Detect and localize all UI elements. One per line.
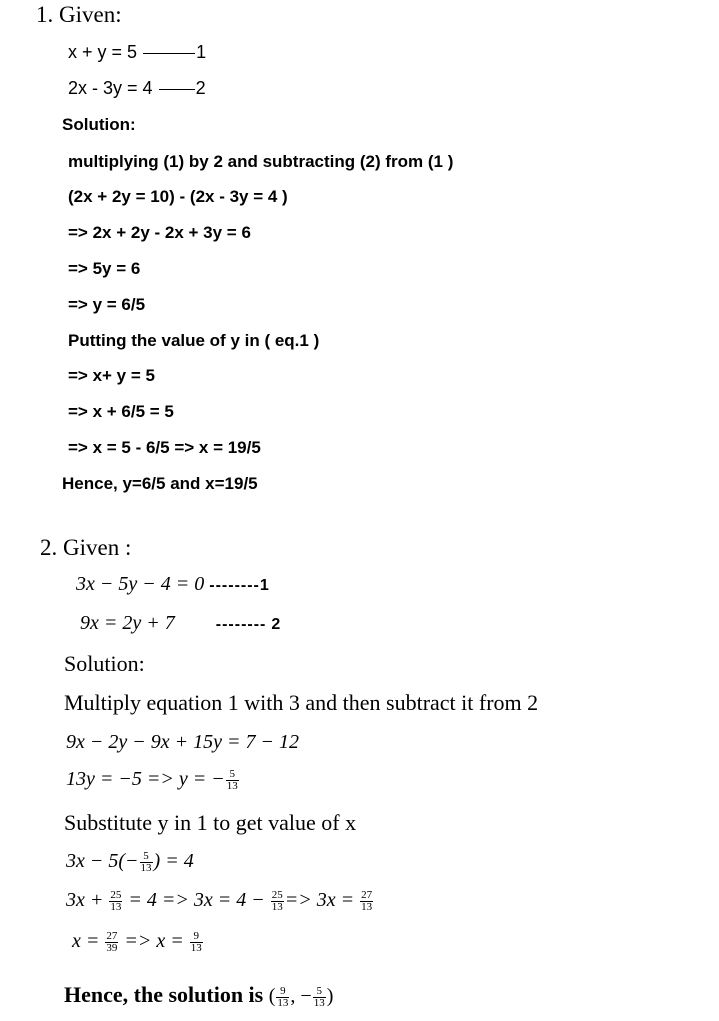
q1-step-5: => y = 6/5 xyxy=(68,295,146,314)
q1-step-2: (2x + 2y = 10) - (2x - 3y = 4 ) xyxy=(68,187,288,206)
q2-step-6-a: 3x + xyxy=(66,889,104,911)
fraction-denominator: 13 xyxy=(226,779,238,792)
q1-eq1-text: x + y = 5 xyxy=(68,42,138,62)
q1-step-9: => x = 5 - 6/5 => x = 19/5 xyxy=(68,438,261,457)
q1-eq1 xyxy=(68,42,206,63)
fraction-denominator: 13 xyxy=(110,900,122,913)
q2-eq1 xyxy=(76,573,270,596)
q2-step-7 xyxy=(72,930,204,954)
q2-eq2-text: 9x = 2y + 7 xyxy=(80,612,175,634)
fraction xyxy=(105,931,118,954)
fraction-numerator: 5 xyxy=(229,767,235,780)
q1-step-8: => x + 6/5 = 5 xyxy=(68,402,174,421)
fraction xyxy=(190,931,203,954)
fraction-numerator: 25 xyxy=(271,888,283,901)
fraction-denominator: 13 xyxy=(140,861,152,874)
q2-eq1-text: 3x − 5y − 4 = 0 xyxy=(76,573,205,595)
q1-solution-label: Solution: xyxy=(62,115,136,134)
fraction-denominator: 13 xyxy=(271,900,283,913)
q2-step-6-c: => 3x = xyxy=(284,889,355,911)
q2-eq1-leader: -------- xyxy=(209,577,260,594)
q2-step-7-a: x = xyxy=(72,930,100,952)
q1-step-7: => x+ y = 5 xyxy=(68,366,155,385)
q1-eq2-leader xyxy=(159,89,195,90)
q2-solution-label: Solution: xyxy=(64,651,145,676)
fraction-denominator: 13 xyxy=(277,996,289,1009)
fraction-numerator: 9 xyxy=(193,929,199,942)
q1-heading: 1. Given: xyxy=(36,2,122,27)
fraction xyxy=(140,851,153,874)
q1-eq1-leader xyxy=(143,53,195,54)
fraction-numerator: 27 xyxy=(361,888,373,901)
q2-step-2 xyxy=(66,731,299,754)
q2-step-3 xyxy=(66,768,240,792)
q2-eq2-leader: -------- xyxy=(215,616,267,633)
q1-step-3: => 2x + 2y - 2x + 3y = 6 xyxy=(68,223,251,242)
q2-eq1-tag: 1 xyxy=(259,577,270,594)
q2-solution-pair: ( $\frac{9}{13}$ , − $\frac{5}{13}$ ) xyxy=(268,984,334,1009)
q1-step-6: Putting the value of y in ( eq.1 ) xyxy=(68,331,320,350)
fraction xyxy=(271,890,284,913)
q2-conclusion-text: Hence, the solution is xyxy=(64,982,264,1007)
fraction xyxy=(313,986,326,1009)
q1-eq1-tag: 1 xyxy=(196,42,207,62)
fraction xyxy=(109,890,122,913)
fraction xyxy=(276,986,289,1009)
fraction-denominator: 13 xyxy=(361,900,373,913)
fraction-numerator: 9 xyxy=(280,984,286,997)
fraction-numerator: 5 xyxy=(316,984,322,997)
q2-step-5-lhs: 3x − 5(− xyxy=(66,850,139,872)
q2-eq2-tag: 2 xyxy=(271,616,282,633)
q2-step-4: Substitute y in 1 to get value of x xyxy=(64,810,357,835)
fraction-numerator: 27 xyxy=(106,929,118,942)
q2-step-5-rhs: ) = 4 xyxy=(153,850,194,872)
q2-step-7-b: => x = xyxy=(124,930,184,952)
q2-step-5 xyxy=(66,850,194,874)
fraction-numerator: 25 xyxy=(110,888,122,901)
fraction-denominator: 13 xyxy=(190,941,202,954)
q2-step-1: Multiply equation 1 with 3 and then subtract it from 2 xyxy=(64,690,539,715)
q1-eq2-text: 2x - 3y = 4 xyxy=(68,78,153,98)
fraction-denominator: 13 xyxy=(313,996,325,1009)
fraction xyxy=(226,769,239,792)
q1-conclusion: Hence, y=6/5 and x=19/5 xyxy=(62,474,258,493)
q1-step-1: multiplying (1) by 2 and subtracting (2) from (1 ) xyxy=(68,152,454,171)
q2-conclusion xyxy=(64,982,333,1009)
q2-step-2-text: 9x − 2y − 9x + 15y = 7 − 12 xyxy=(66,731,299,753)
q2-step-3-text: 13y = −5 => y = − xyxy=(66,768,225,790)
q2-heading: 2. Given : xyxy=(40,535,132,560)
fraction-numerator: 5 xyxy=(143,849,149,862)
fraction-denominator: 39 xyxy=(106,941,118,954)
q1-step-4: => 5y = 6 xyxy=(68,259,141,278)
q1-eq2 xyxy=(68,78,206,99)
q2-step-6 xyxy=(66,889,374,913)
q1-eq2-tag: 2 xyxy=(195,78,206,98)
fraction xyxy=(360,890,373,913)
q2-eq2 xyxy=(80,612,281,635)
q2-step-6-b: = 4 => 3x = 4 − xyxy=(128,889,265,911)
